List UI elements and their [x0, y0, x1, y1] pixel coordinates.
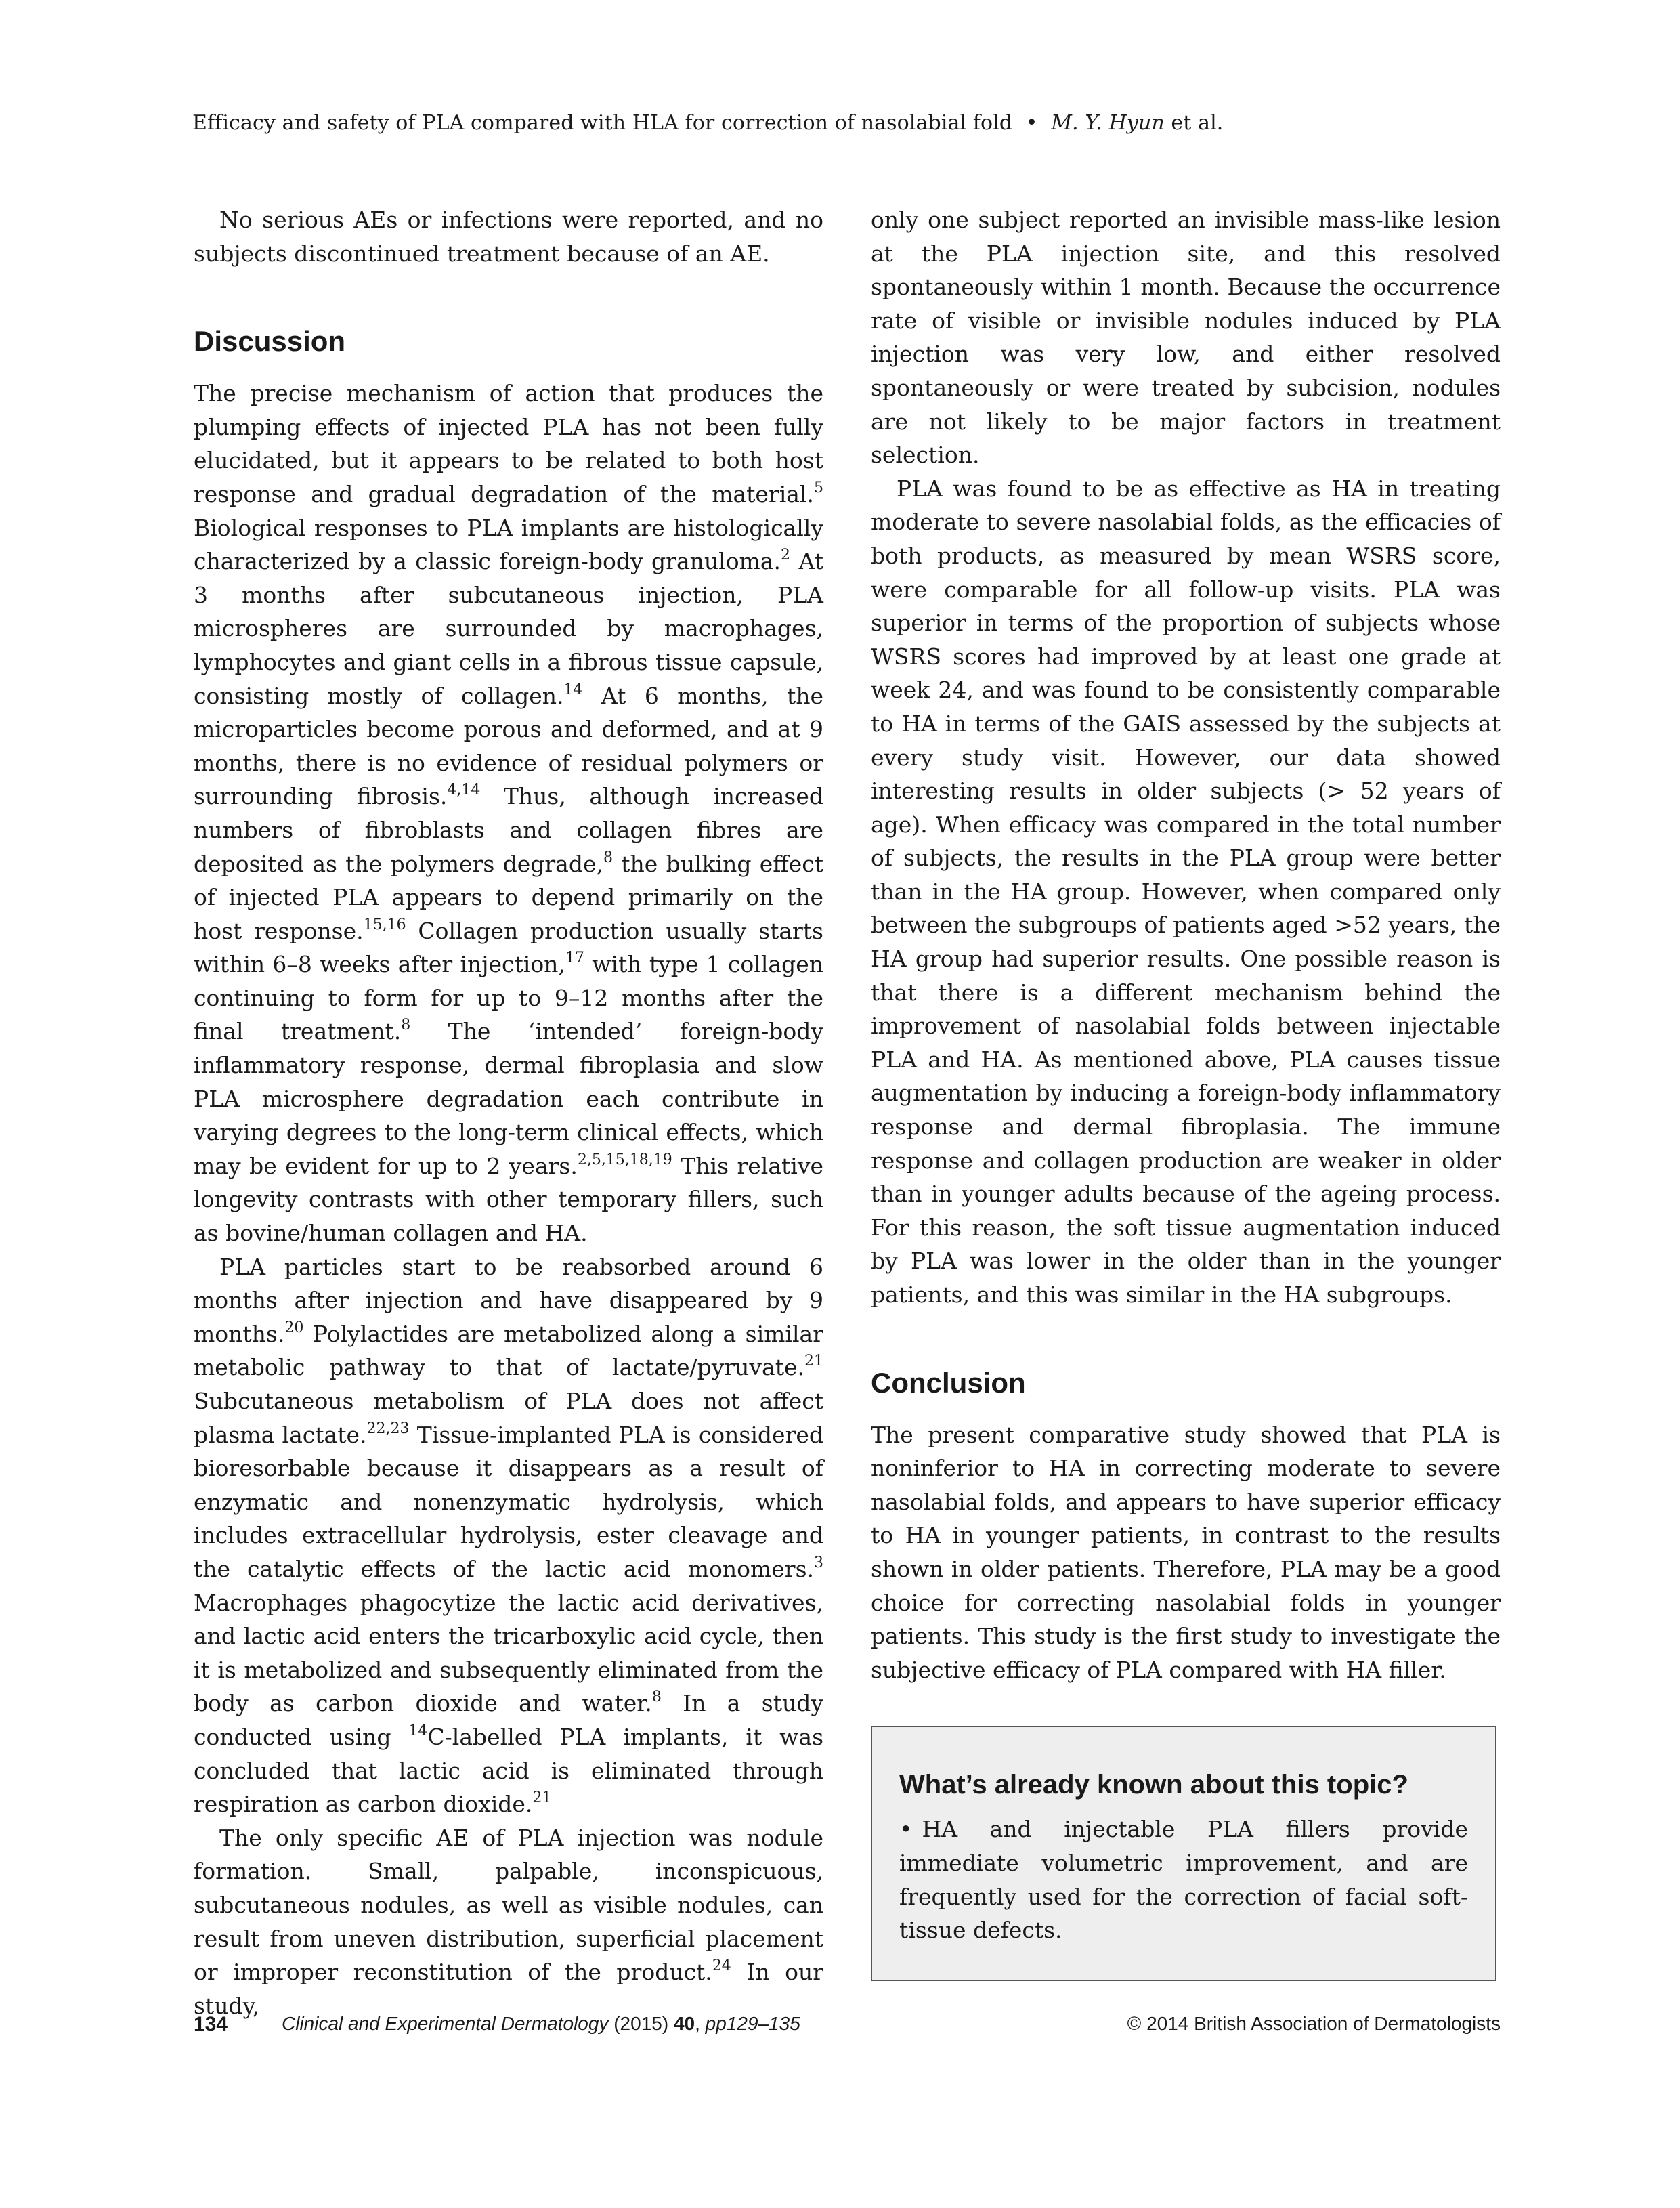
- right-column: [871, 203, 1501, 1981]
- running-header-title: Efficacy and safety of PLA compared with HLA for correction of nasolabial fold: [192, 111, 1013, 135]
- citation: 8: [401, 1017, 411, 1034]
- discussion-paragraph-3: [194, 1821, 823, 2023]
- discussion-text: Macrophages phagocytize the lactic acid derivatives, and lactic acid enters the tricarboxylic acid cycle, then it is metabolized and subsequently eliminated from the body as carbon dioxide and water.: [194, 1589, 823, 1717]
- known-topic-bullet-text: HA and injectable PLA fillers provide immediate volumetric improvement, and are frequently used for the correction of facial soft-tissue defects.: [899, 1816, 1468, 1944]
- discussion-heading: Discussion: [194, 325, 346, 358]
- journal-citation: Clinical and Experimental Dermatology (2015) 40, pp129–135: [282, 2013, 800, 2034]
- conclusion-heading: Conclusion: [871, 1366, 1026, 1399]
- citation: 8: [603, 849, 613, 866]
- journal-pages: pp129–135: [705, 2013, 800, 2034]
- journal-volume: 40: [673, 2013, 695, 2034]
- discussion-text: with type 1 collagen continuing to form for up to 9–12 months after the final treatment.: [194, 951, 823, 1045]
- page-footer: [194, 2013, 1501, 2040]
- continuation-paragraph: only one subject reported an invisible mass-like lesion at the PLA injection site, and this resolved spontaneously within 1 month. Because the occurrence rate of visible or invisible nodules induced by PLA injection was very low, and either resolved spontaneously or were treated by subcision, nodules are not likely to be major factors in treatment selection.: [871, 207, 1501, 469]
- isotope-superscript: 14: [408, 1722, 428, 1739]
- conclusion-paragraph: The present comparative study showed that PLA is noninferior to HA in correcting moderate to severe nasolabial folds, and appears to have superior efficacy to HA in younger patients, in contrast to the results shown in older patients. Therefore, PLA may be a good choice for correcting nasolabial folds in younger patients. This study is the first study to investigate the subjective efficacy of PLA compared with HA filler.: [871, 1421, 1501, 1683]
- discussion-text: Biological responses to PLA implants are histologically characterized by a classic foreign-body granuloma.: [194, 514, 823, 575]
- citation: 20: [284, 1319, 304, 1336]
- discussion-text: In a study conducted using: [194, 1690, 823, 1750]
- discussion-text: The precise mechanism of action that produces the plumping effects of injected PLA has not been fully elucidated, but it appears to be related to both host response and gradual degradation of the material.: [194, 380, 823, 507]
- discussion-text: The only specific AE of PLA injection was nodule formation. Small, palpable, inconspicuous, subcutaneous nodules, as well as visible nodules, can result from uneven distribution, superficial placement or improper reconstitution of the product.: [194, 1824, 823, 1986]
- known-topic-box: [871, 1726, 1496, 1980]
- citation: 21: [532, 1789, 552, 1807]
- citation: 24: [712, 1957, 731, 1975]
- discussion-paragraph-1: [194, 377, 823, 1250]
- citation: 5: [814, 479, 823, 496]
- discussion-text: In our study,: [194, 1959, 823, 2019]
- running-header: [192, 111, 1499, 135]
- journal-name: Clinical and Experimental Dermatology: [282, 2013, 609, 2034]
- discussion-text: Polylactides are metabolized along a similar metabolic pathway to that of lactate/pyruvate.: [194, 1320, 823, 1381]
- bullet-icon: •: [899, 1816, 913, 1843]
- citation: 4,14: [447, 782, 481, 799]
- citation: 15,16: [363, 916, 406, 933]
- citation: 21: [804, 1353, 823, 1370]
- discussion-text: At 6 months, the microparticles become porous and deformed, and at 9 months, there is no evidence of residual polymers or surrounding fibrosis.: [194, 682, 823, 810]
- running-header-etal: et al.: [1164, 111, 1224, 135]
- citation: 3: [814, 1554, 823, 1571]
- discussion-paragraph-2: [194, 1250, 823, 1821]
- discussion-text: Tissue-implanted PLA is considered bioresorbable because it disappears as a result of enzymatic and nonenzymatic hydrolysis, which includes extracellular hydrolysis, ester cleavage and the catalytic effects of the lactic acid monomers.: [194, 1421, 824, 1582]
- citation: 17: [565, 950, 584, 967]
- known-topic-heading: What’s already known about this topic?: [899, 1770, 1408, 1800]
- discussion-text: PLA particles start to be reabsorbed around 6 months after injection and have disappeared by 9 months.: [194, 1253, 823, 1347]
- citation: 8: [651, 1689, 662, 1706]
- running-header-separator: •: [1025, 111, 1038, 135]
- left-column: [194, 203, 823, 2022]
- known-topic-list: [899, 1812, 1468, 1947]
- discussion-text: Thus, although increased numbers of fibroblasts and collagen fibres are deposited as the polymers degrade,: [194, 783, 823, 877]
- discussion-text: The ‘intended’ foreign-body inflammatory response, dermal fibroplasia and slow PLA microsphere degradation each contribute in varying degrees to the long-term clinical effects, which may be evident for up to 2 years.: [194, 1018, 824, 1179]
- citation: 14: [563, 681, 583, 698]
- copyright-notice: © 2014 British Association of Dermatologists: [1127, 2013, 1501, 2034]
- running-header-authors: M. Y. Hyun: [1051, 111, 1165, 135]
- discussion-text: C-labelled PLA implants, it was concluded that lactic acid is eliminated through respiration as carbon dioxide.: [194, 1723, 824, 1818]
- journal-year: (2015): [613, 2013, 669, 2034]
- opening-paragraph: No serious AEs or infections were reported, and no subjects discontinued treatment because of an AE.: [194, 207, 823, 267]
- discussion-text: This relative longevity contrasts with other temporary fillers, such as bovine/human collagen and HA.: [194, 1152, 823, 1247]
- page-number: 134: [194, 2013, 228, 2035]
- citation: 2,5,15,18,19: [577, 1151, 672, 1168]
- efficacy-paragraph: PLA was found to be as effective as HA in treating moderate to severe nasolabial folds, as the efficacies of both products, as measured by mean WSRS score, were comparable for all follow-up visits. PLA was superior in terms of the proportion of subjects whose WSRS scores had improved by at least one grade at week 24, and was found to be consistently comparable to HA in terms of the GAIS assessed by the subjects at every study visit. However, our data showed interesting results in older subjects (> 52 years of age). When efficacy was compared in the total number of subjects, the results in the PLA group were better than in the HA group. However, when compared only between the subgroups of patients aged >52 years, the HA group had superior results. One possible reason is that there is a different mechanism behind the improvement of nasolabial folds between injectable PLA and HA. As mentioned above, PLA causes tissue augmentation by inducing a foreign-body inflammatory response and dermal fibroplasia. The immune response and collagen production are weaker in older than in younger adults because of the ageing process. For this reason, the soft tissue augmentation induced by PLA was lower in the older than in the younger patients, and this was similar in the HA subgroups.: [871, 475, 1501, 1308]
- discussion-text: At 3 months after subcutaneous injection, PLA microspheres are surrounded by macrophages, lymphocytes and giant cells in a fibrous tissue capsule, consisting mostly of collagen.: [194, 548, 823, 709]
- list-item: [899, 1812, 1468, 1947]
- discussion-text: Collagen production usually starts within 6–8 weeks after injection,: [194, 917, 823, 978]
- discussion-text: the bulking effect of injected PLA appears to depend primarily on the host response.: [194, 850, 823, 944]
- citation: 22,23: [366, 1420, 410, 1437]
- discussion-text: Subcutaneous metabolism of PLA does not affect plasma lactate.: [194, 1388, 823, 1448]
- citation: 2: [781, 547, 791, 564]
